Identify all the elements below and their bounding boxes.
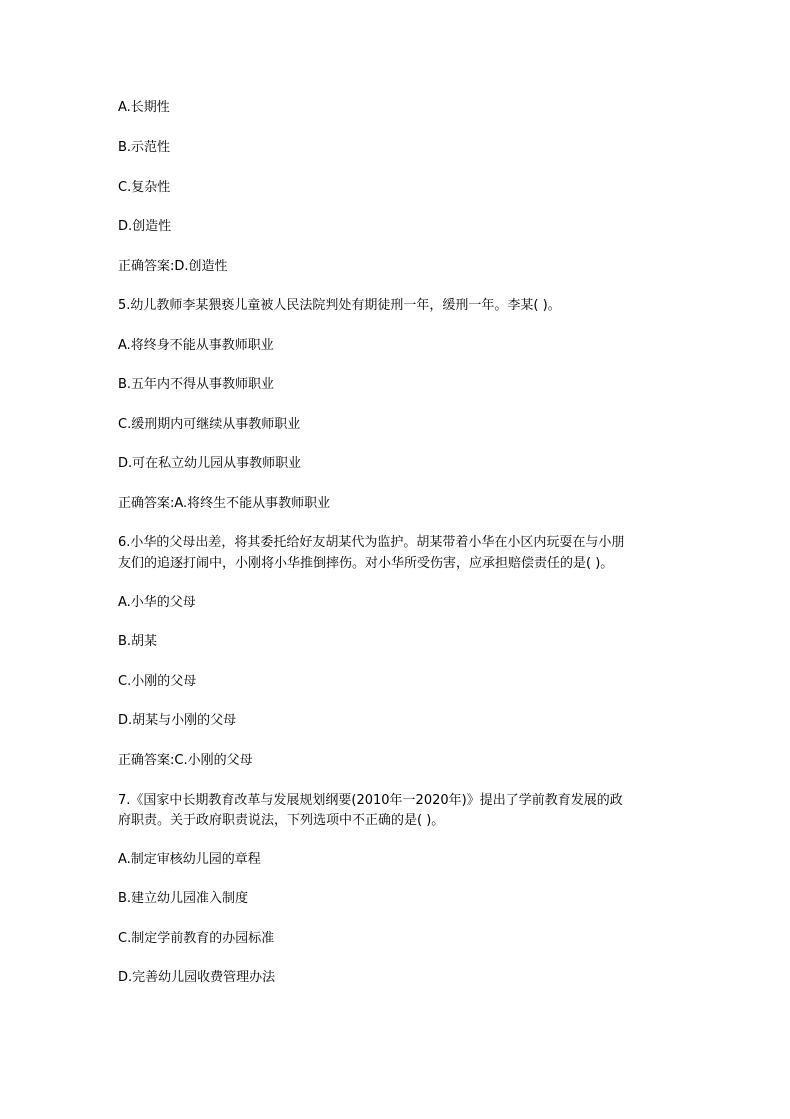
- q7-option-d: D.完善幼儿园收费管理办法: [118, 970, 276, 985]
- q5-option-c: C.缓刑期内可继续从事教师职业: [118, 417, 301, 432]
- q6-answer: 正确答案:C.小刚的父母: [118, 753, 253, 768]
- q5-answer: 正确答案:A.将终生不能从事教师职业: [118, 496, 331, 511]
- q7-question-line2: 府职责。关于政府职责说法，下列选项中不正确的是( )。: [118, 813, 445, 828]
- q4-option-c: C.复杂性: [118, 180, 171, 195]
- q7-option-b: B.建立幼儿园准入制度: [118, 891, 249, 906]
- q4-option-a: A.长期性: [118, 100, 170, 115]
- q6-option-d: D.胡某与小刚的父母: [118, 713, 237, 728]
- q4-option-d: D.创造性: [118, 219, 172, 234]
- q7-option-a: A.制定审核幼儿园的章程: [118, 852, 261, 867]
- q5-option-a: A.将终身不能从事教师职业: [118, 338, 274, 353]
- q7-option-c: C.制定学前教育的办园标准: [118, 931, 275, 946]
- q6-option-a: A.小华的父母: [118, 595, 196, 610]
- q7-question-line1: 7.《国家中长期教育改革与发展规划纲要(2010年一2020年)》提出了学前教育发展的政: [118, 793, 623, 808]
- q5-question: 5.幼儿教师李某猥亵儿童被人民法院判处有期徒刑一年，缓刑一年。李某( )。: [118, 298, 561, 313]
- q6-question-line1: 6.小华的父母出差，将其委托给好友胡某代为监护。胡某带着小华在小区内玩耍在与小朋: [118, 535, 625, 550]
- q4-option-b: B.示范性: [118, 140, 171, 155]
- q4-answer: 正确答案:D.创造性: [118, 259, 228, 274]
- q6-option-b: B.胡某: [118, 634, 158, 649]
- q5-option-b: B.五年内不得从事教师职业: [118, 377, 275, 392]
- q6-option-c: C.小刚的父母: [118, 674, 197, 689]
- q5-option-d: D.可在私立幼儿园从事教师职业: [118, 456, 302, 471]
- q6-question-line2: 友们的追逐打闹中，小刚将小华推倒摔伤。对小华所受伤害，应承担赔偿责任的是( )。: [118, 556, 614, 571]
